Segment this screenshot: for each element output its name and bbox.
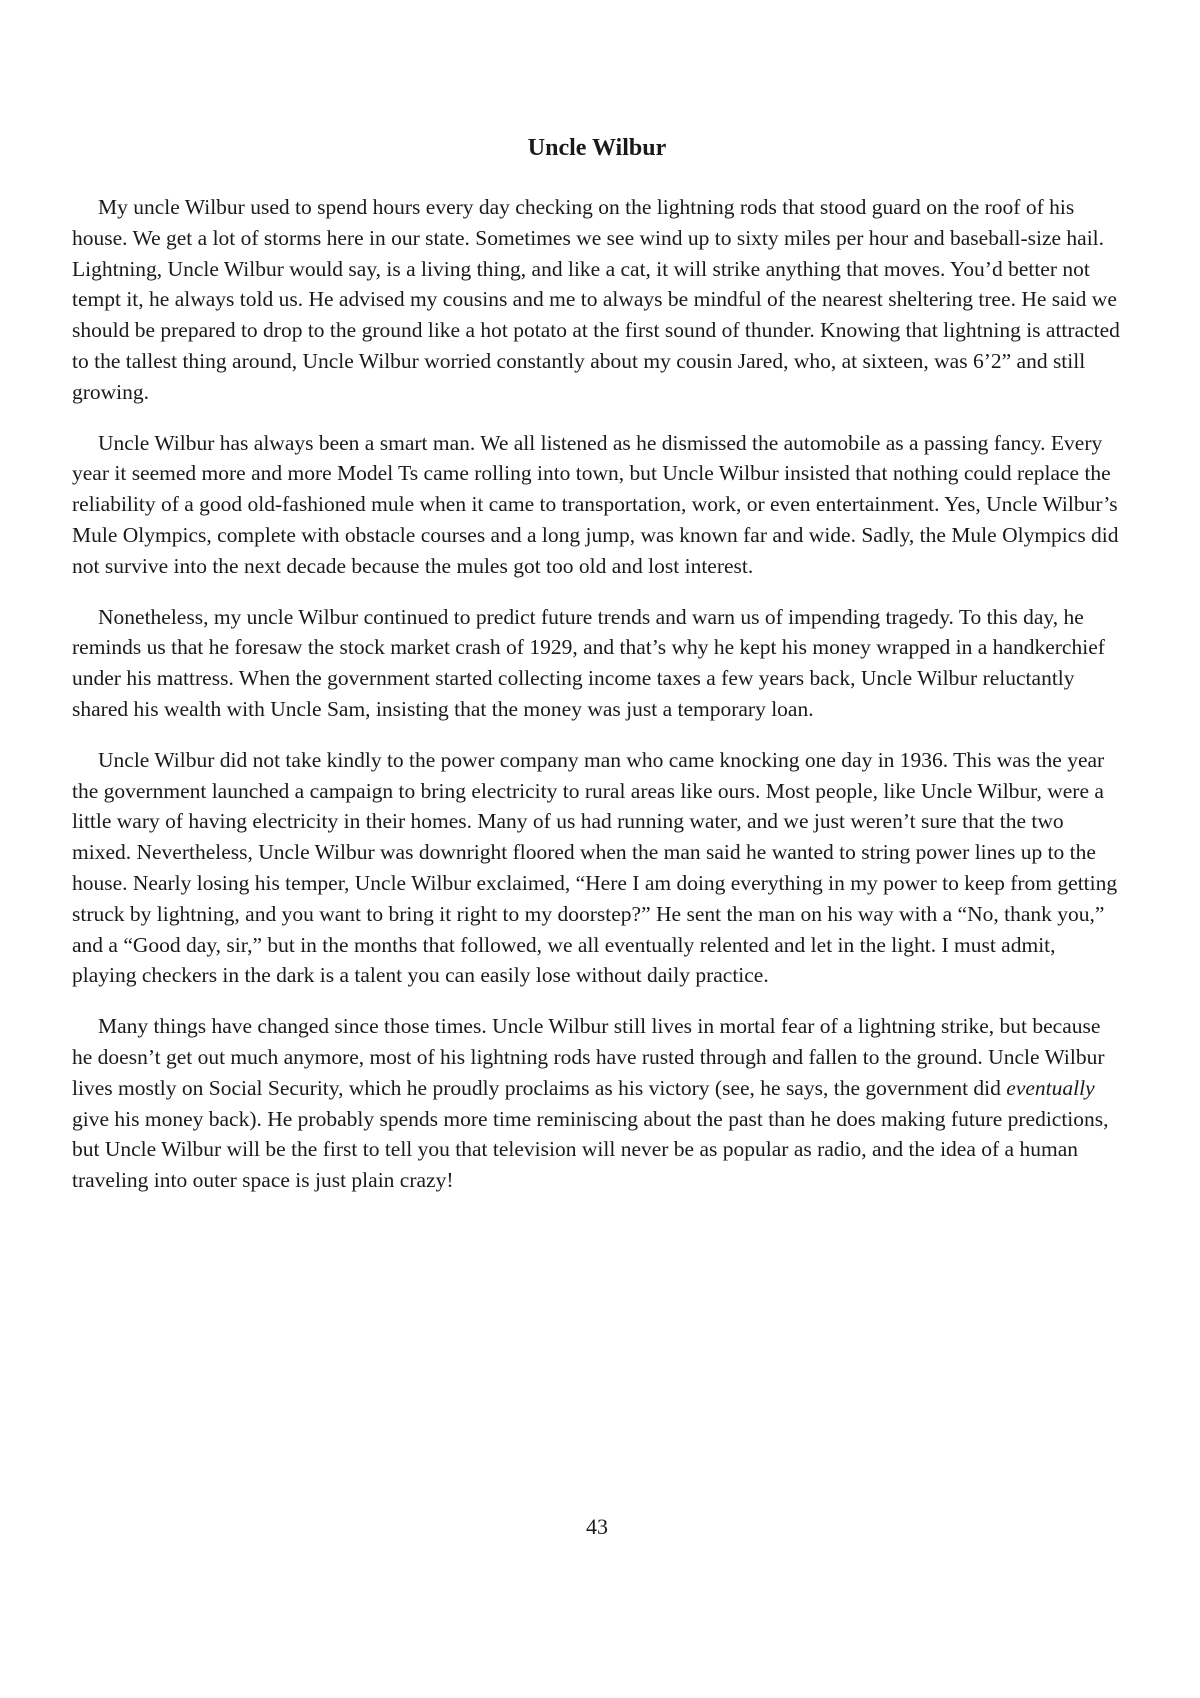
paragraph-5-text-before: Many things have changed since those times. Uncle Wilbur still lives in mortal fear of a lightning strike, but because he doesn’t get out much anymore, most of his lightning rods have rusted through and fallen to the ground. Uncle Wilbur lives mostly on Social Security, which he proudly proclaims as his victory (see, he says, the government did: [72, 1014, 1105, 1100]
paragraph-5-emphasis: eventually: [1006, 1075, 1095, 1100]
document-page: [72, 0, 1122, 1698]
page-number: 43: [586, 1514, 608, 1539]
body-text: [72, 192, 1122, 1216]
paragraph-4: Uncle Wilbur did not take kindly to the power company man who came knocking one day in 1936. This was the year the government launched a campaign to bring electricity to rural areas like ours. Most people, like Uncle Wilbur, were a little wary of having electricity in their homes. Many of us had running water, and we just weren’t sure that the two mixed. Nevertheless, Uncle Wilbur was downright floored when the man said he wanted to string power lines up to the house. Nearly losing his temper, Uncle Wilbur exclaimed, “Here I am doing everything in my power to keep from getting struck by lightning, and you want to bring it right to my doorstep?” He sent the man on his way with a “No, thank you,” and a “Good day, sir,” but in the months that followed, we all eventually relented and let in the light. I must admit, playing checkers in the dark is a talent you can easily lose without daily practice.: [72, 747, 1118, 988]
paragraph-5: [72, 1011, 1122, 1196]
paragraph-2: Uncle Wilbur has always been a smart man. We all listened as he dismissed the automobile as a passing fancy. Every year it seemed more and more Model Ts came rolling into town, but Uncle Wilbur insisted that nothing could replace the reliability of a good old-fashioned mule when it came to transportation, work, or even entertainment. Yes, Uncle Wilbur’s Mule Olympics, complete with obstacle courses and a long jump, was known far and wide. Sadly, the Mule Olympics did not survive into the next decade because the mules got too old and lost interest.: [72, 430, 1119, 578]
page-title: Uncle Wilbur: [527, 135, 667, 161]
paragraph-5-text-after: give his money back). He probably spends more time reminiscing about the past than he does making future predictions, but Uncle Wilbur will be the first to tell you that television will never be as popular as radio, and the idea of a human traveling into outer space is just plain crazy!: [72, 1106, 1109, 1193]
paragraph-1: My uncle Wilbur used to spend hours every day checking on the lightning rods that stood guard on the roof of his house. We get a lot of storms here in our state. Sometimes we see wind up to sixty miles per hour and baseball-size hail. Lightning, Uncle Wilbur would say, is a living thing, and like a cat, it will strike anything that moves. You’d better not tempt it, he always told us. He advised my cousins and me to always be mindful of the nearest sheltering tree. He said we should be prepared to drop to the ground like a hot potato at the first sound of thunder. Knowing that lightning is attracted to the tallest thing around, Uncle Wilbur worried constantly about my cousin Jared, who, at sixteen, was 6’2” and still growing.: [72, 195, 1120, 404]
paragraph-3: Nonetheless, my uncle Wilbur continued to predict future trends and warn us of impending tragedy. To this day, he reminds us that he foresaw the stock market crash of 1929, and that’s why he kept his money wrapped in a handkerchief under his mattress. When the government started collecting income taxes a few years back, Uncle Wilbur reluctantly shared his wealth with Uncle Sam, insisting that the money was just a temporary loan.: [72, 604, 1105, 721]
